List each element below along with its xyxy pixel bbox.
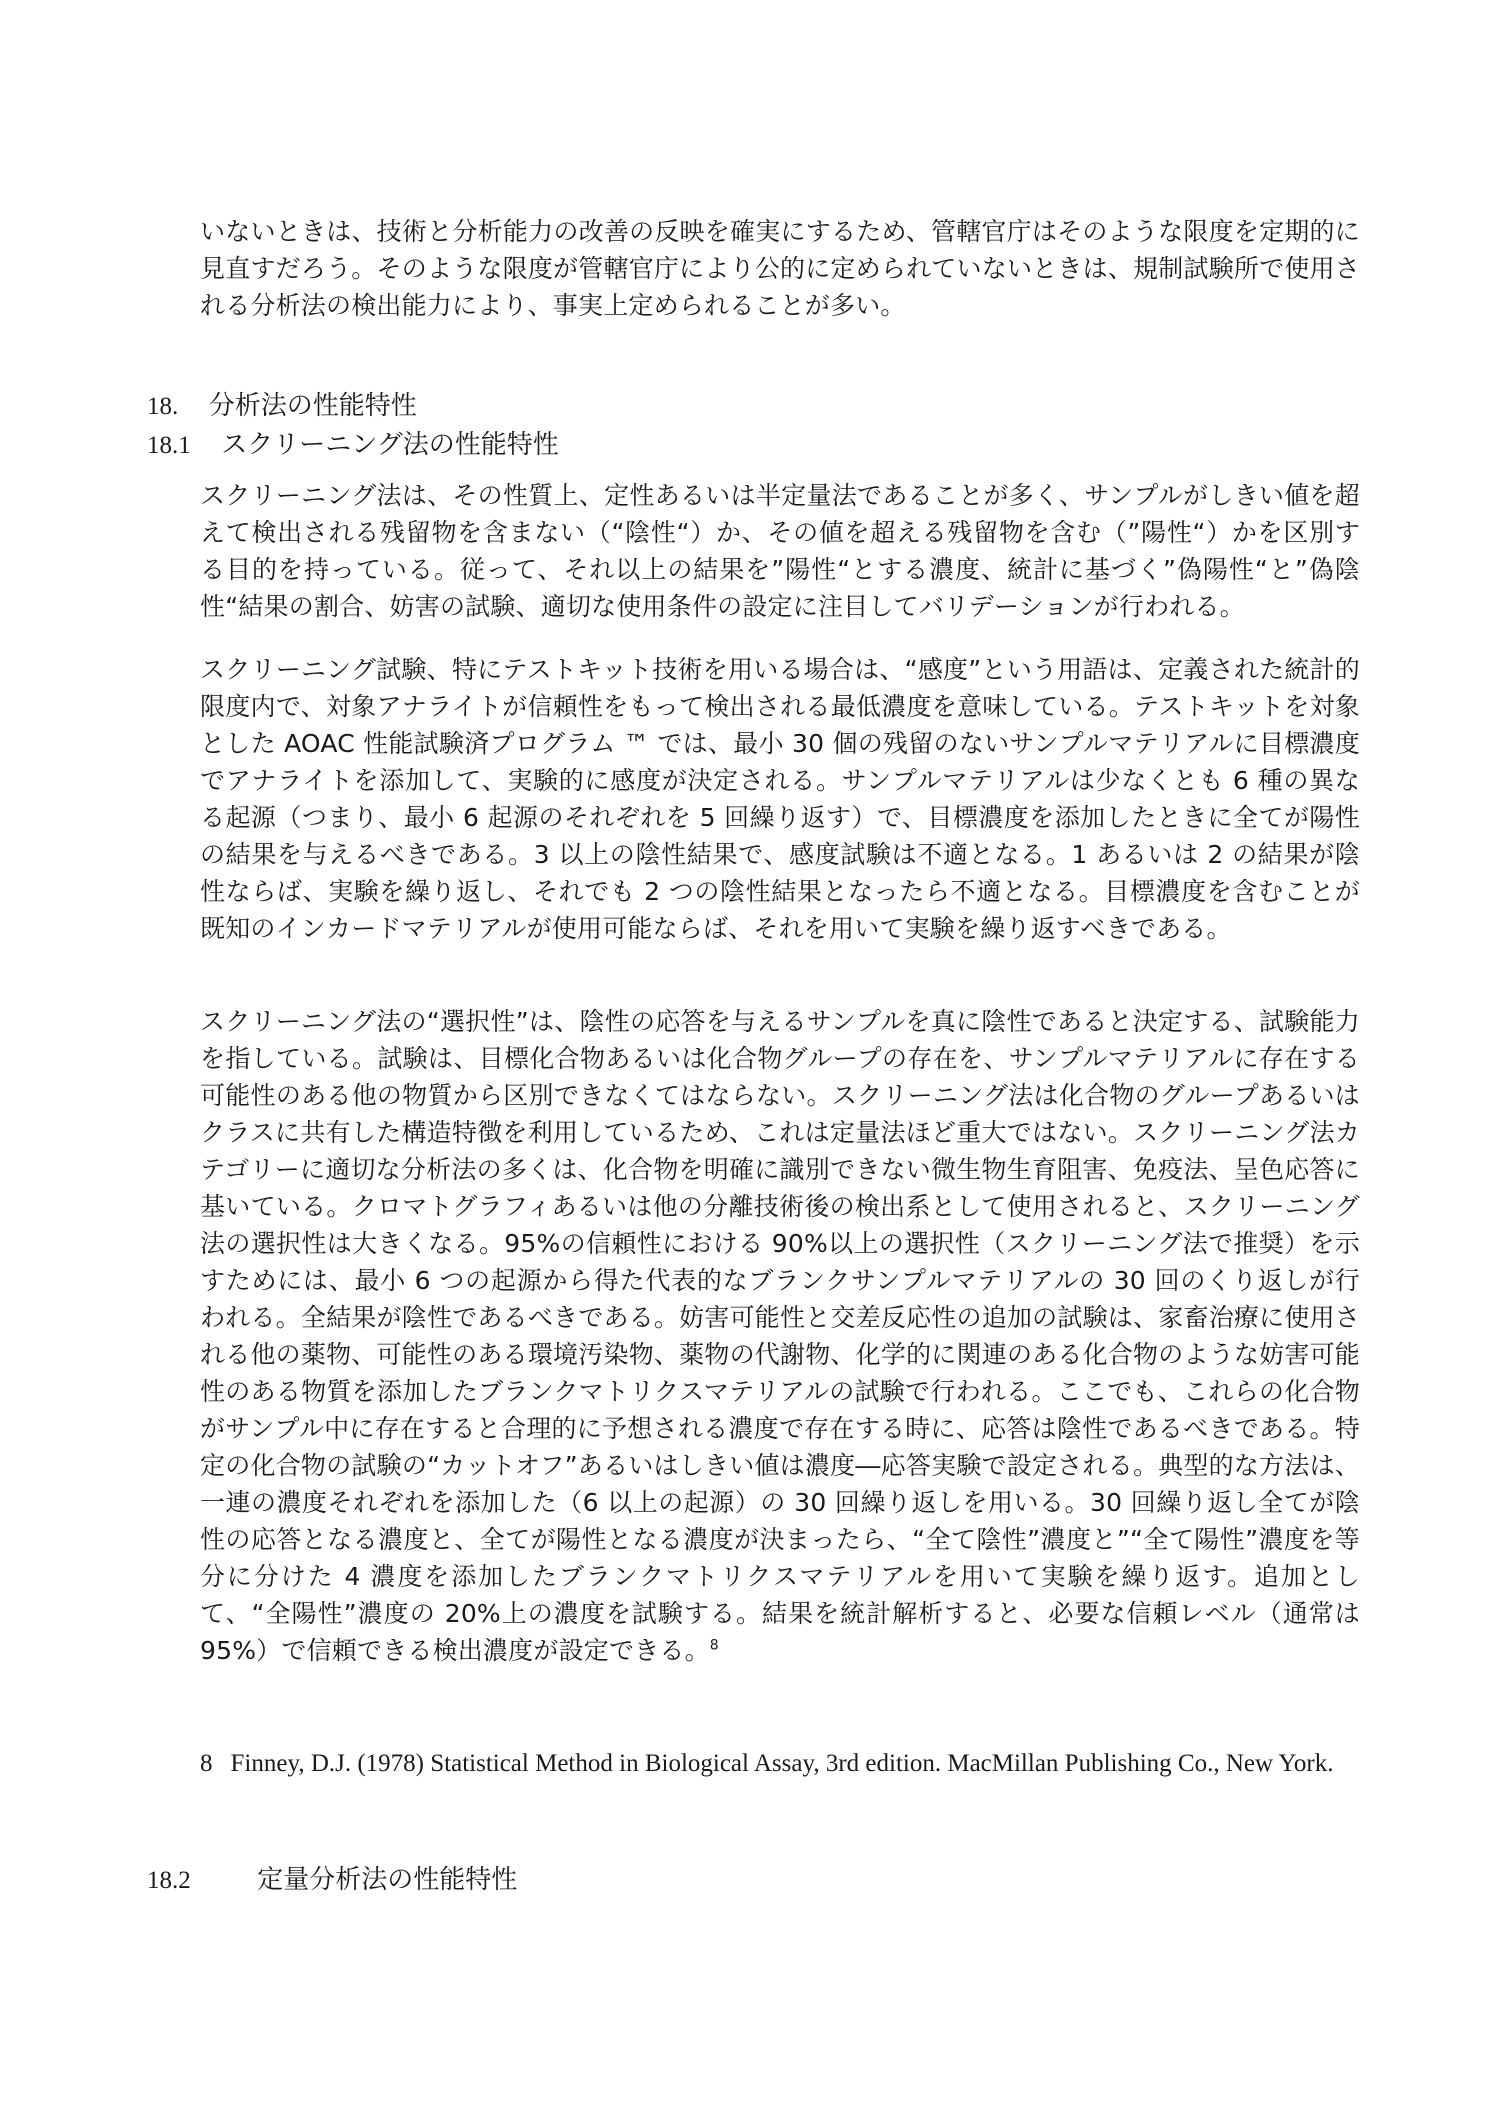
section-18-title: 分析法の性能特性 — [208, 391, 417, 421]
footnote — [200, 1745, 1360, 1782]
section-18-1-heading — [147, 427, 559, 464]
screening-paragraph-2: スクリーニング試験、特にテストキット技術を用いる場合は、“感度”という用語は、定義された統計的限度内で、対象アナライトが信頼性をもって検出される最低濃度を意味している。テストキットを対象とした AOAC 性能試験済プログラム ™ では、最小 30 個の残留のないサンプルマテリアルに目標濃度でアナライトを添加して、実験的に感度が決定される。サンプルマテリアルは少なくとも 6 種の異なる起源（つまり、最小 6 起源のそれぞれを 5 回繰り返す）で、目標濃度を添加したときに全てが陽性の結果を与えるべきである。3 以上の陰性結果で、感度試験は不適となる。1 あるいは 2 の結果が陰性ならば、実験を繰り返し、それでも 2 つの陰性結果となったら不適となる。目標濃度を含むことが既知のインカードマテリアルが使用可能ならば、それを用いて実験を繰り返すべきである。 — [200, 655, 1361, 943]
section-18-2-heading — [147, 1862, 517, 1899]
section-18-2-number: 18.2 — [147, 1867, 191, 1894]
section-18-2-title: 定量分析法の性能特性 — [257, 1865, 518, 1895]
screening-paragraph-3 — [200, 1003, 1360, 1669]
section-18-1-number: 18.1 — [147, 432, 191, 459]
section-18-number: 18. — [147, 393, 179, 420]
footnote-text: Finney, D.J. (1978) Statistical Method in Biological Assay, 3rd edition. MacMillan Publishing Co., New York. — [230, 1750, 1334, 1777]
section-18-heading — [147, 388, 417, 425]
footnote-reference: 8 — [709, 1637, 719, 1654]
screening-paragraph-1: スクリーニング法は、その性質上、定性あるいは半定量法であることが多く、サンプルがしきい値を超えて検出される残留物を含まない（“陰性“）か、その値を超える残留物を含む（”陽性“）かを区別する目的を持っている。従って、それ以上の結果を”陽性“とする濃度、統計に基づく”偽陽性“と”偽陰性“結果の割合、妨害の試験、適切な使用条件の設定に注目してバリデーションが行われる。 — [200, 481, 1360, 621]
screening-paragraph-3-text: スクリーニング法の“選択性”は、陰性の応答を与えるサンプルを真に陰性であると決定する、試験能力を指している。試験は、目標化合物あるいは化合物グループの存在を、サンプルマテリアルに存在する可能性のある他の物質から区別できなくてはならない。スクリーニング法は化合物のグループあるいはクラスに共有した構造特徴を利用しているため、これは定量法ほど重大ではない。スクリーニング法カテゴリーに適切な分析法の多くは、化合物を明確に識別できない微生物生育阻害、免疫法、呈色応答に基いている。クロマトグラフィあるいは他の分離技術後の検出系として使用されると、スクリーニング法の選択性は大きくなる。95%の信頼性における 90%以上の選択性（スクリーニング法で推奨）を示すためには、最小 6 つの起源から得た代表的なブランクサンプルマテリアルの 30 回のくり返しが行われる。全結果が陰性であるべきである。妨害可能性と交差反応性の追加の試験は、家畜治療に使用される他の薬物、可能性のある環境汚染物、薬物の代謝物、化学的に関連のある化合物のような妨害可能性のある物質を添加したブランクマトリクスマテリアルの試験で行われる。ここでも、これらの化合物がサンプル中に存在すると合理的に予想される濃度で存在する時に、応答は陰性であるべきである。特定の化合物の試験の“カットオフ”あるいはしきい値は濃度―応答実験で設定される。典型的な方法は、一連の濃度それぞれを添加した（6 以上の起源）の 30 回繰り返しを用いる。30 回繰り返し全てが陰性の応答となる濃度と、全てが陽性となる濃度が決まったら、“全て陰性”濃度と”“全て陽性”濃度を等分に分けた 4 濃度を添加したブランクマトリクスマテリアルを用いて実験を繰り返す。追加として、“全陽性”濃度の 20%上の濃度を試験する。結果を統計解析すると、必要な信頼レベル（通常は 95%）で信頼できる検出濃度が設定できる。 — [200, 1007, 1360, 1665]
footnote-number: 8 — [200, 1750, 213, 1777]
intro-paragraph: いないときは、技術と分析能力の改善の反映を確実にするため、管轄官庁はそのような限度を定期的に見直すだろう。そのような限度が管轄官庁により公的に定められていないときは、規制試験所で使用される分析法の検出能力により、事実上定められることが多い。 — [200, 217, 1360, 320]
section-18-1-title: スクリーニング法の性能特性 — [221, 430, 559, 460]
